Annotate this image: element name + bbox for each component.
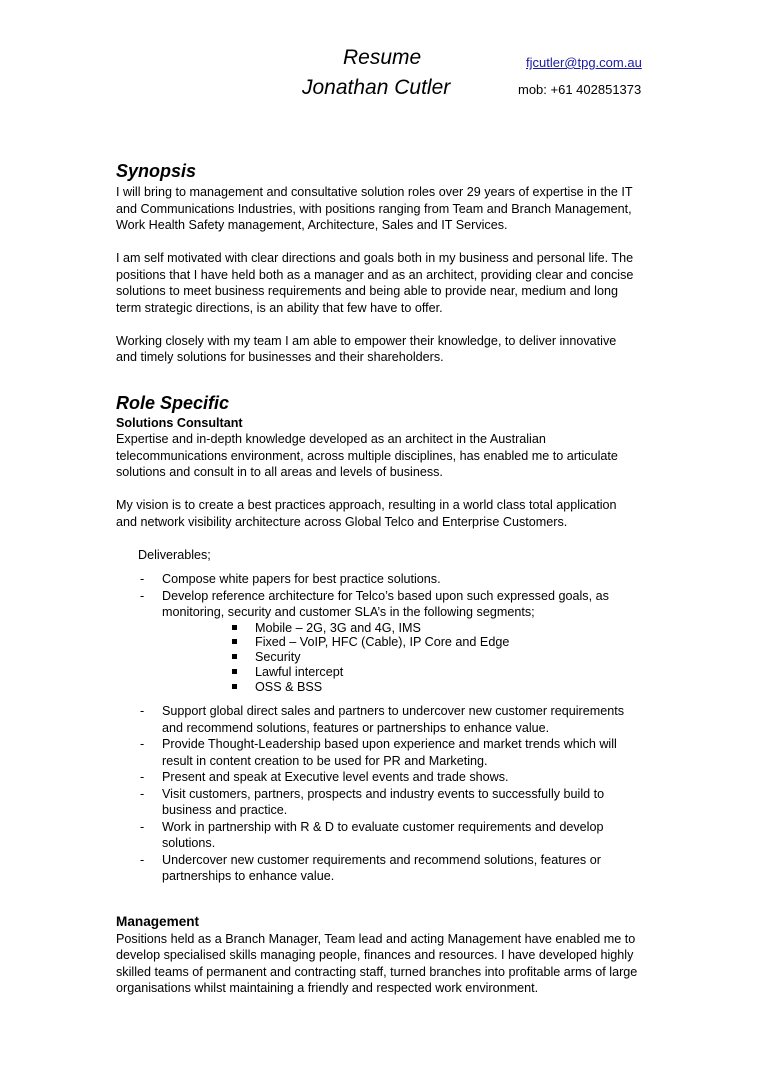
list-item: - Provide Thought-Leadership based upon experience and market trends which will result in content creation to be used for PR and Marketing. <box>140 737 617 768</box>
deliverables-label: Deliverables; <box>138 547 211 562</box>
list-item: - Visit customers, partners, prospects and industry events to successfully build to business and practice. <box>140 786 605 818</box>
list-item: Lawful intercept <box>232 665 656 680</box>
dash-marker: - <box>140 770 145 785</box>
synopsis-heading: Synopsis <box>116 161 197 181</box>
management-heading: Management <box>116 913 200 929</box>
list-item: - Compose white papers for best practice solutions. <box>140 572 441 586</box>
list-item: - Present and speak at Executive level events and trade shows. <box>140 770 509 785</box>
resume-title: Resume <box>343 46 422 69</box>
mobile-number: mob: +61 402851373 <box>518 82 642 97</box>
synopsis-paragraph-1: I will bring to management and consultative solution roles over 29 years of expertise in the IT and Communications Industries, with positions ranging from Team and Branch Management, Work Health Safety management, Architecture, Sales and IT Services. <box>116 185 633 232</box>
segments-list <box>116 621 656 695</box>
dash-marker: - <box>140 852 145 867</box>
list-item: Fixed – VoIP, HFC (Cable), IP Core and Edge <box>232 635 656 650</box>
square-bullet-icon <box>232 654 237 659</box>
square-bullet-icon <box>232 639 237 644</box>
deliverables-list-top <box>116 571 656 621</box>
square-bullet-icon <box>232 669 237 674</box>
deliverables-list-bottom <box>116 703 656 885</box>
dash-marker: - <box>140 819 145 834</box>
list-item: OSS & BSS <box>232 680 656 695</box>
dash-marker: - <box>140 786 145 801</box>
dash-marker: - <box>140 572 145 586</box>
email-link[interactable]: fjcutler@tpg.com.au <box>526 55 642 70</box>
candidate-name: Jonathan Cutler <box>302 76 451 99</box>
list-item: - Work in partnership with R & D to evaluate customer requirements and develop solutions. <box>140 819 604 851</box>
synopsis-paragraph-3: Working closely with my team I am able to empower their knowledge, to deliver innovative and timely solutions for businesses and their shareholders. <box>116 333 617 364</box>
role-paragraph-1: Expertise and in-depth knowledge developed as an architect in the Australian telecommunications environment, across multiple disciplines, has enabled me to articulate solutions and consult in to all areas and levels of business. <box>116 432 618 479</box>
synopsis-paragraph-2: I am self motivated with clear directions and goals both in my business and personal life. The positions that I have held both as a manager and as an architect, providing clear and concise solutions to meet business requirements and being able to provide near, medium and long term strategic directions, is an ability that few have to offer. <box>116 251 634 315</box>
square-bullet-icon <box>232 625 237 630</box>
square-bullet-icon <box>232 684 237 689</box>
role-subheading: Solutions Consultant <box>116 415 243 430</box>
list-item: - Develop reference architecture for Telco’s based upon such expressed goals, as monitoring, security and customer SLA’s in the following segments; <box>140 588 609 619</box>
resume-body <box>116 160 656 997</box>
management-paragraph: Positions held as a Branch Manager, Team lead and acting Management have enabled me to develop specialised skills managing people, finances and resources. I have developed highly skilled teams of permanent and contracting staff, turned branches into profitable arms of large organisations whilst maintaining a friendly and respected work environment. <box>116 931 638 996</box>
dash-marker: - <box>140 704 145 719</box>
dash-marker: - <box>140 737 145 752</box>
list-item: - Support global direct sales and partners to undercover new customer requirements and recommend solutions, features or partnerships to enhance value. <box>140 704 625 735</box>
list-item: - Undercover new customer requirements and recommend solutions, features or partnerships to enhance value. <box>140 852 601 884</box>
list-item: Mobile – 2G, 3G and 4G, IMS <box>232 621 656 636</box>
list-item: Security <box>232 650 656 665</box>
dash-marker: - <box>140 588 145 603</box>
role-specific-heading: Role Specific <box>116 392 230 413</box>
role-paragraph-2: My vision is to create a best practices approach, resulting in a world class total application and network visibility architecture across Global Telco and Enterprise Customers. <box>116 498 617 529</box>
